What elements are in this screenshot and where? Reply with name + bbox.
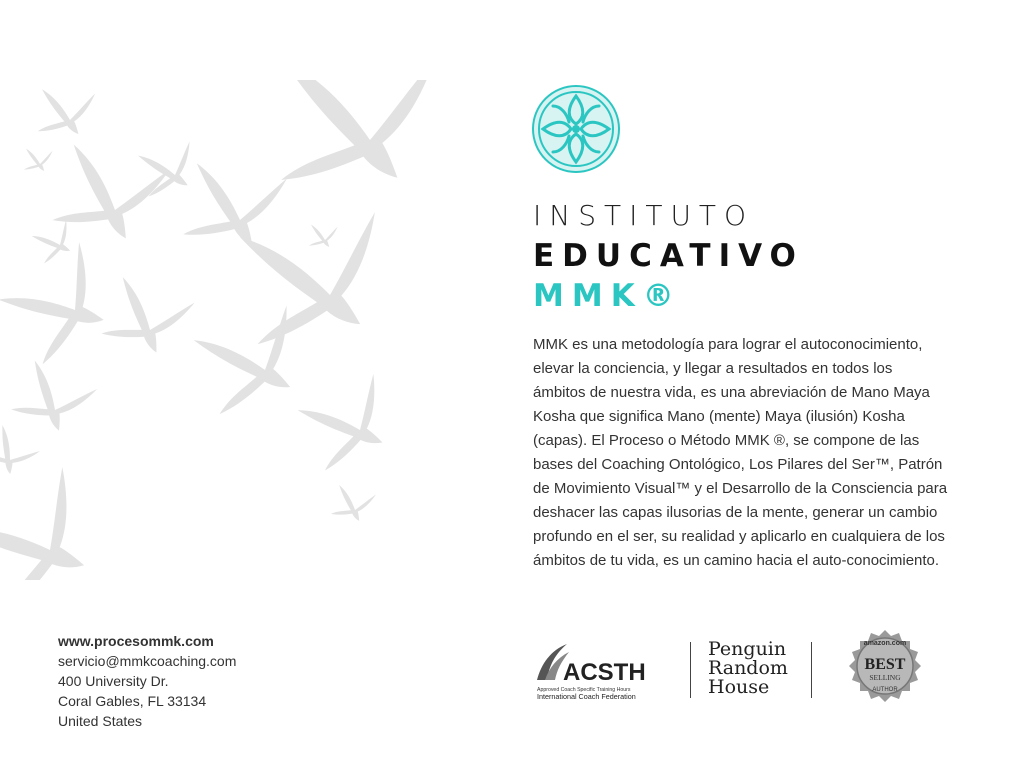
title-line-3: MMK® <box>533 278 682 314</box>
address-country: United States <box>58 713 143 729</box>
mmk-logo-icon <box>531 84 621 174</box>
penguin-line-3: House <box>708 676 770 698</box>
acsth-line-2: International Coach Federation <box>537 692 636 701</box>
amazon-best-seller-badge <box>847 628 923 704</box>
penguin-line-2: Random <box>708 657 788 679</box>
logo-divider <box>811 642 812 698</box>
acsth-line-1: Approved Coach Specific Training Hours <box>537 687 631 693</box>
amazon-brand: amazon.com <box>863 640 907 647</box>
partner-logos <box>533 628 933 708</box>
acsth-logo <box>533 636 653 702</box>
penguin-random-house-logo <box>708 640 788 697</box>
badge-author: AUTHOR <box>872 687 898 693</box>
title-line-2: EDUCATIVO <box>533 238 804 274</box>
title-line-1: INSTITUTO <box>533 199 755 232</box>
birds-illustration <box>0 80 440 580</box>
acsth-name: ACSTH <box>563 659 646 686</box>
description-paragraph: MMK es una metodología para lograr el autoconocimiento, elevar la conciencia, y llegar a resultados en todos los ámbitos de nuestra vida, es una abreviación de Mano Maya Kosha que significa Mano (mente) Maya (ilusión) Kosha (capas). El Proceso o Método MMK ®, se compone de las bases del Coaching Ontológico, Los Pilares del Ser™, Patrón de Movimiento Visual™ y el Desarrollo de la Consciencia para deshacer las capas ilusorias de la mente, generar un cambio profundo en el ser, su realidad y aplicarlo en cualquiera de los ámbitos de tu vida, es un camino hacia el auto-conocimiento. <box>533 336 948 569</box>
email-link[interactable]: servicio@mmkcoaching.com <box>58 653 237 669</box>
logo-divider <box>690 642 691 698</box>
institute-title <box>533 196 804 316</box>
penguin-line-1: Penguin <box>708 638 787 660</box>
address-line-2: Coral Gables, FL 33134 <box>58 693 207 709</box>
badge-best: BEST <box>864 656 906 673</box>
address-line-1: 400 University Dr. <box>58 673 169 689</box>
badge-selling: SELLING <box>869 673 901 682</box>
website-link[interactable]: www.procesommk.com <box>58 633 214 649</box>
contact-block <box>58 631 236 731</box>
